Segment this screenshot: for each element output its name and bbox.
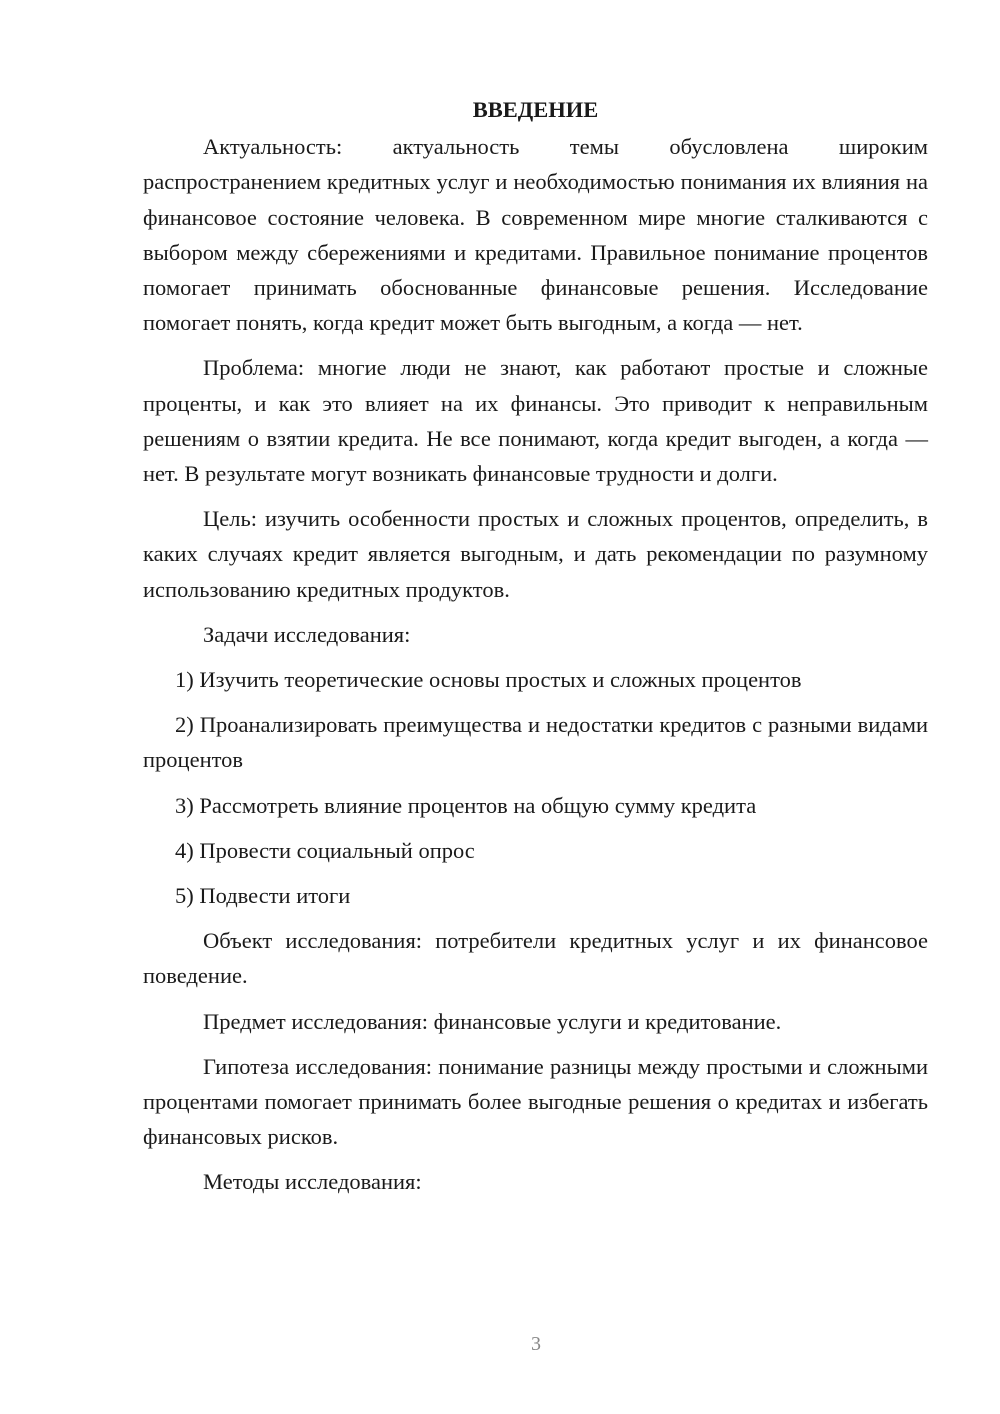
paragraph-goal: Цель: изучить особенности простых и сложных процентов, определить, в каких случаях кредит является выгодным, и дать рекомендации по разумному использованию кредитных продуктов. (143, 506, 928, 602)
page-number: 3 (531, 1333, 541, 1355)
paragraph-tasks-title: Задачи исследования: (203, 621, 411, 647)
task-item-2: 2) Проанализировать преимущества и недостатки кредитов с разными видами процентов (143, 712, 928, 773)
paragraph-object: Объект исследования: потребители кредитных услуг и их финансовое поведение. (143, 928, 928, 989)
task-item-3: 3) Рассмотреть влияние процентов на общую сумму кредита (175, 792, 757, 818)
paragraph-methods: Методы исследования: (203, 1169, 422, 1195)
task-item-4: 4) Провести социальный опрос (175, 837, 475, 863)
paragraph-subject: Предмет исследования: финансовые услуги и кредитование. (203, 1008, 782, 1034)
paragraph-problem: Проблема: многие люди не знают, как работают простые и сложные проценты, и как это влияет на их финансы. Это приводит к неправильным решениям о взятии кредита. Не все понимают, когда кредит выгоден, а когда — нет. В результате могут возникать финансовые трудности и долги. (143, 355, 928, 487)
section-heading: ВВЕДЕНИЕ (472, 97, 599, 122)
task-item-1: 1) Изучить теоретические основы простых и сложных процентов (175, 667, 802, 693)
task-item-5: 5) Подвести итоги (175, 883, 351, 909)
paragraph-hypothesis: Гипотеза исследования: понимание разницы между простыми и сложными процентами помогает принимать более выгодные решения о кредитах и избегать финансовых рисков. (143, 1053, 928, 1150)
document-page (143, 92, 928, 1200)
paragraph-relevance: Актуальность: актуальность темы обусловлена широким распространением кредитных услуг и необходимостью понимания их влияния на финансовое состояние человека. В современном мире многие сталкиваются с выбором между сбережениями и кредитами. Правильное понимание процентов помогает принимать обоснованные финансовые решения. Исследование помогает понять, когда кредит может быть выгодным, а когда — нет. (143, 134, 928, 336)
